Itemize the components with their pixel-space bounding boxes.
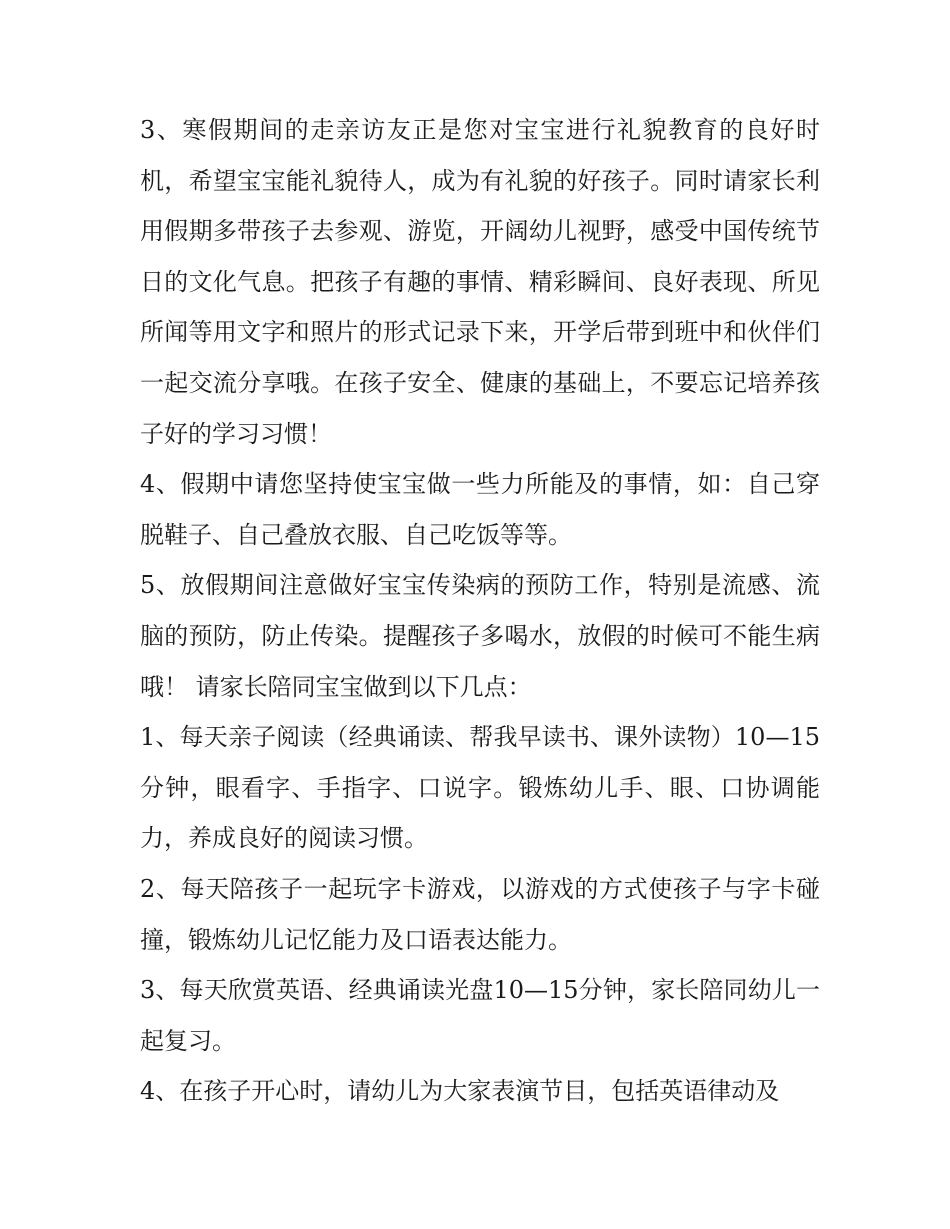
document-body <box>140 105 820 1117</box>
paragraph-english-review: 3、每天欣赏英语、经典诵读光盘10—15分钟，家长陪同幼儿一起复习。 <box>140 976 820 1055</box>
paragraph-daily-reading: 1、每天亲子阅读（经典诵读、帮我早读书、课外读物）10—15分钟，眼看字、手指字、口说字。锻炼幼儿手、眼、口协调能力，养成良好的阅读习惯。 <box>140 723 820 853</box>
paragraph-self-care: 4、假期中请您坚持使宝宝做一些力所能及的事情，如：自己穿脱鞋子、自己叠放衣服、自己吃饭等等。 <box>140 470 820 549</box>
paragraph-word-card-game: 2、每天陪孩子一起玩字卡游戏，以游戏的方式使孩子与字卡碰撞，锻炼幼儿记忆能力及口语表达能力。 <box>140 874 820 954</box>
paragraph-disease-prevention: 5、放假期间注意做好宝宝传染病的预防工作，特别是流感、流脑的预防，防止传染。提醒孩子多喝水，放假的时候可不能生病哦！ 请家长陪同宝宝做到以下几点： <box>140 571 820 701</box>
paragraph-holiday-etiquette: 3、寒假期间的走亲访友正是您对宝宝进行礼貌教育的良好时机，希望宝宝能礼貌待人，成为有礼貌的好孩子。同时请家长利用假期多带孩子去参观、游览，开阔幼儿视野，感受中国传统节日的文化气息。把孩子有趣的事情、精彩瞬间、良好表现、所见所闻等用文字和照片的形式记录下来，开学后带到班中和伙伴们一起交流分享哦。在孩子安全、健康的基础上，不要忘记培养孩子好的学习习惯！ <box>140 116 820 448</box>
paragraph-performance: 4、在孩子开心时，请幼儿为大家表演节目，包括英语律动及 <box>140 1077 780 1106</box>
